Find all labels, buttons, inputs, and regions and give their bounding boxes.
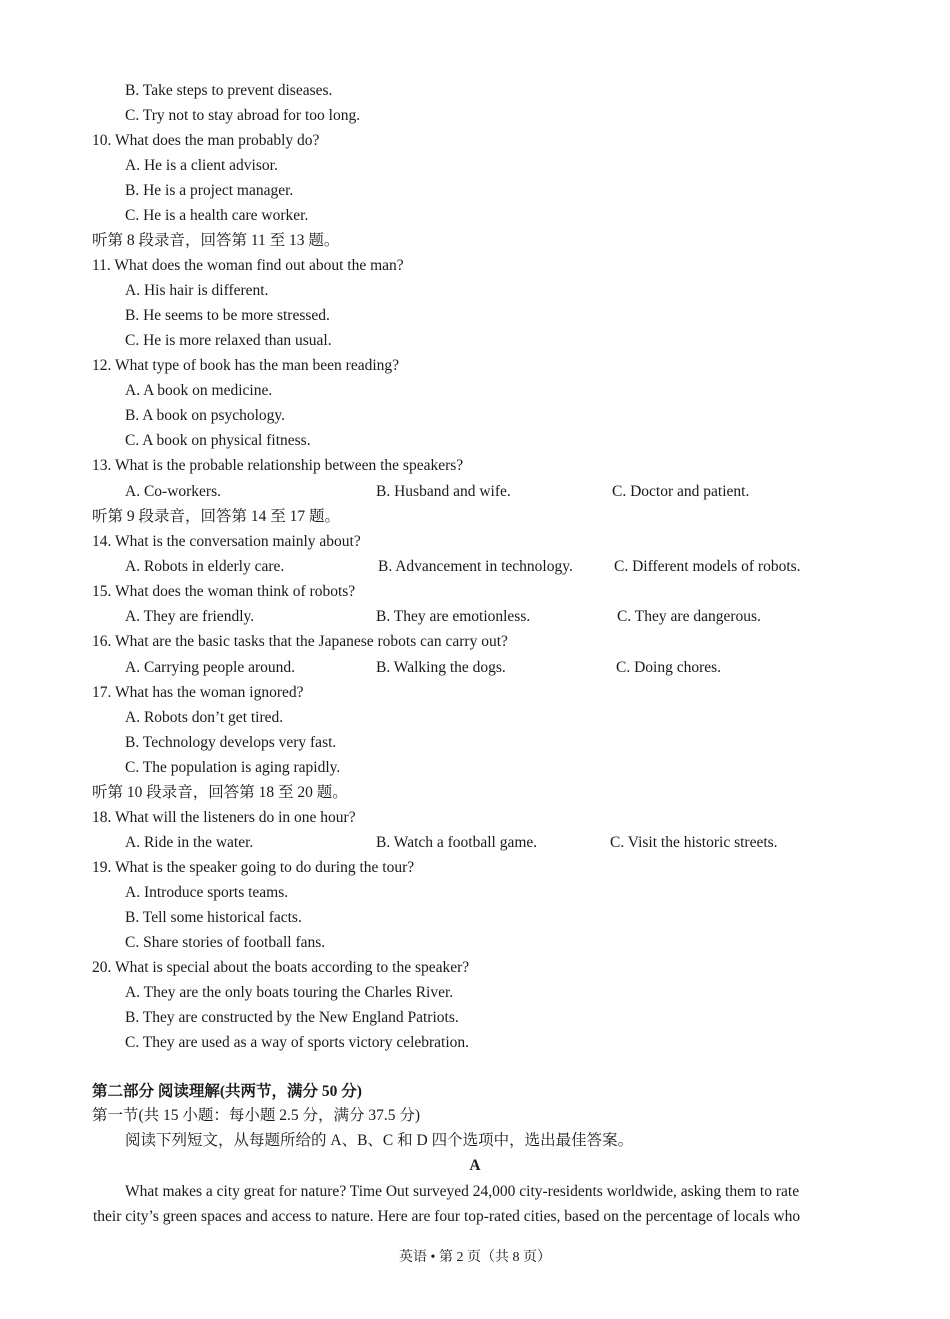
option-text: A. Co-workers. [125,483,221,500]
question-12: 12. What type of book has the man been reading? [92,357,400,374]
option-text: C. They are dangerous. [617,608,761,625]
page-footer: 英语 • 第 2 页（共 8 页） [399,1250,551,1265]
passage-label: A [469,1157,481,1174]
question-10: 10. What does the man probably do? [92,132,320,149]
question-15: 15. What does the woman think of robots? [92,583,356,600]
option-text: B. They are emotionless. [376,608,531,625]
question-14: 14. What is the conversation mainly about? [92,533,361,550]
reading-instruction: 阅读下列短文，从每题所给的 A、B、C 和 D 四个选项中，选出最佳答案。 [125,1132,634,1149]
option-text: C. A book on physical fitness. [125,432,311,449]
option-text: B. A book on psychology. [125,407,286,424]
option-text: A. His hair is different. [125,282,269,299]
question-20: 20. What is special about the boats according to the speaker? [92,959,470,976]
question-16: 16. What are the basic tasks that the Japanese robots can carry out? [92,633,508,650]
option-text: B. Walking the dogs. [376,659,506,676]
option-text: C. The population is aging rapidly. [125,759,341,776]
option-text: C. Try not to stay abroad for too long. [125,107,361,124]
option-text: C. Share stories of football fans. [125,934,326,951]
option-text: C. Different models of robots. [614,558,801,575]
section-heading: 第一节(共 15 小题：每小题 2.5 分，满分 37.5 分) [92,1107,421,1124]
question-11: 11. What does the woman find out about the man? [92,257,404,274]
option-text: C. He is more relaxed than usual. [125,332,332,349]
option-text: A. They are the only boats touring the Charles River. [125,984,454,1001]
option-text: A. Ride in the water. [125,834,254,851]
option-text: B. Tell some historical facts. [125,909,302,926]
option-text: A. Robots don’t get tired. [125,709,284,726]
question-18: 18. What will the listeners do in one hour? [92,809,356,826]
option-text: B. Technology develops very fast. [125,734,337,751]
option-text: C. Doing chores. [616,659,722,676]
option-text: A. A book on medicine. [125,382,273,399]
section-instruction: 听第 10 段录音，回答第 18 至 20 题。 [92,784,348,801]
section-instruction: 听第 9 段录音，回答第 14 至 17 题。 [92,508,341,525]
passage-text: their city’s green spaces and access to nature. Here are four top-rated cities, based on the percentage of locals who [93,1208,801,1225]
option-text: C. Visit the historic streets. [610,834,778,851]
option-text: A. They are friendly. [125,608,255,625]
option-text: C. He is a health care worker. [125,207,309,224]
option-text: B. Take steps to prevent diseases. [125,82,333,99]
question-13: 13. What is the probable relationship between the speakers? [92,457,464,474]
option-text: A. He is a client advisor. [125,157,278,174]
option-text: B. Advancement in technology. [378,558,573,575]
section-instruction: 听第 8 段录音，回答第 11 至 13 题。 [92,232,340,249]
option-text: B. Watch a football game. [376,834,538,851]
option-text: A. Robots in elderly care. [125,558,285,575]
option-text: C. Doctor and patient. [612,483,750,500]
part-heading: 第二部分 阅读理解(共两节，满分 50 分) [92,1083,362,1100]
option-text: B. He is a project manager. [125,182,294,199]
option-text: C. They are used as a way of sports victory celebration. [125,1034,470,1051]
question-17: 17. What has the woman ignored? [92,684,304,701]
option-text: B. Husband and wife. [376,483,511,500]
question-19: 19. What is the speaker going to do during the tour? [92,859,415,876]
option-text: B. He seems to be more stressed. [125,307,330,324]
option-text: A. Carrying people around. [125,659,296,676]
option-text: B. They are constructed by the New England Patriots. [125,1009,459,1026]
option-text: A. Introduce sports teams. [125,884,289,901]
passage-text: What makes a city great for nature? Time Out surveyed 24,000 city-residents worldwide, asking them to rate [125,1183,800,1200]
